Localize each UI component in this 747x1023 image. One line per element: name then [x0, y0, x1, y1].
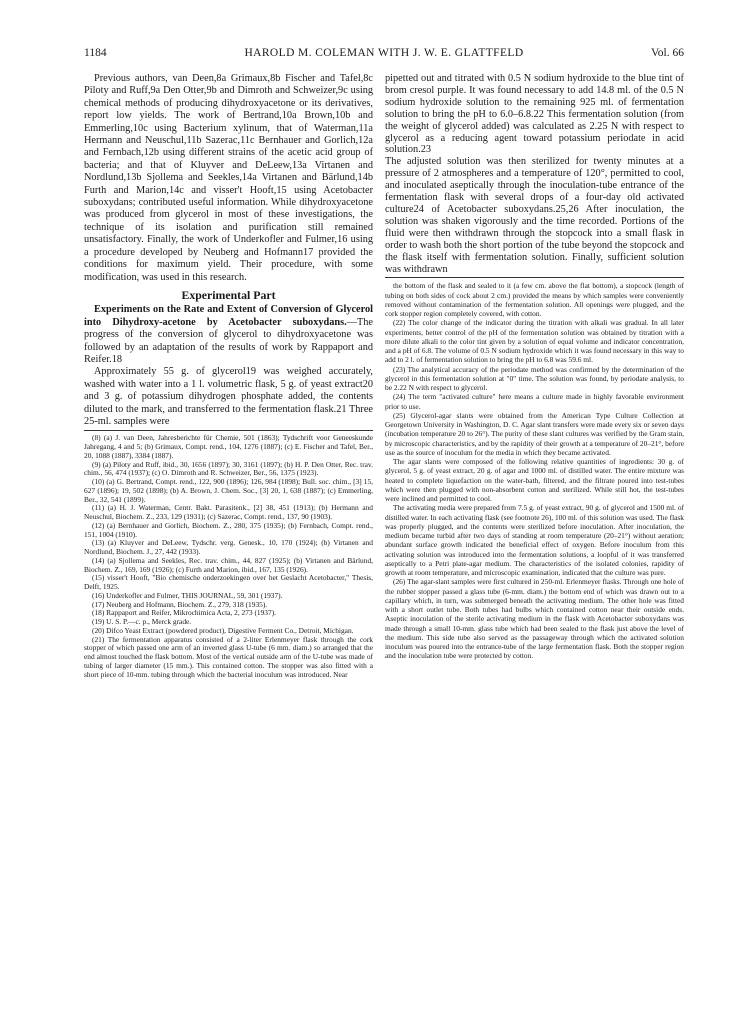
left-footnotes	[84, 434, 373, 679]
section-title: Experimental Part	[181, 287, 276, 302]
intro-paragraph: Previous authors, van Deen,8a Grimaux,8b Fischer and Tafel,8c Piloty and Ruff,9a Den Otter,9b and Dimroth and Schweizer,9c using chemical methods of producing dihydroxyacetone or its derivatives, report low yields. The work of Bertrand,10a Brown,10b and Emmerling,10c using Bacterium xylinum, that of Waterman,11a Hermann and Neuschul,11b Sazerac,11c Bernhauer and Gorlich,12a and Fernbach,12b using different strains of the acetic acid group of bacteria; and that of Kluyver and DeLeew,13a Virtanen and Nordlund,13b Sjollema and Seekles,14a Virtanen and Bärlund,14b Furth and Marion,14c and visser't Hooft,15 using Acetobacter suboxydans; contributed useful information. While dihydroxyacetone was produced from glycerol in most of these investigations, the technique of its isolation and purification still remained unsatisfactory. Finally, the work of Underkofler and Fulmer,16 using a procedure developed by Neuberg and Hofmann17 provided the conditions for maximum yield. Their procedure, with some modification, was used in this research.	[84, 73, 373, 283]
running-header	[84, 47, 684, 63]
footnote-rule	[84, 430, 373, 431]
right-column	[385, 73, 684, 661]
procedure-paragraph: Approximately 55 g. of glycerol19 was weighed accurately, washed with water into a 1 l. volumetric flask, 5 g. of yeast extract20 and 3 g. of potassium dihydrogen phosphate added, the contents diluted to the mark, and transferred to the fermentation flask.21 Three 25-ml. samples were	[84, 366, 373, 427]
footnote: (16) Underkofler and Fulmer, THIS JOURNAL, 59, 301 (1937).	[92, 590, 283, 600]
footnote: (24) The term "activated culture" here means a culture made in highly favorable environment prior to use.	[385, 392, 684, 411]
footnote: The activating media were prepared from 7.5 g. of yeast extract, 90 g. of glycerol and 1500 ml. of distilled water. In each activating flask (see footnote 26), 100 ml. of this solution was used. The flask was properly plugged, and the contents were sterilized before inoculation. After inoculation, the medium became turbid after two days of standing at room temperature (20–21°) without aeration; abundant surface growth indicated the beneficial effect of oxygen. Before inoculum from this activating solution was introduced into the fermentation solutions, a loopful of it was transferred aseptically to a Petri plate-agar medium. The characteristics of the isolated colonies, rapidity of growth at room temperature, and microscopic examination, indicated that the culture was pure.	[385, 503, 684, 578]
footnote: (9) (a) Piloty and Ruff, ibid., 30, 1656 (1897); 30, 3161 (1897); (b) H. P. Den Otter, Rec. trav. chim., 56, 474 (1937); (c) O. Dimroth and R. Schweizer, Ber., 56, 1375 (1923).	[84, 459, 373, 478]
titration-paragraph: pipetted out and titrated with 0.5 N sodium hydroxide to the blue tint of brom cresol purple. It was found necessary to add 14.8 ml. of the 0.5 N sodium hydroxide solution to the remaining 925 ml. of fermentation solution to bring the pH to 6.0–6.8.22 This fermentation solution (from the weight of glycerol added) was calculated as 2.25 N with respect to glycerol as a reducing agent toward potassium periodate in acid solution.23	[385, 73, 684, 156]
left-body	[84, 73, 373, 428]
footnote: The agar slants were composed of the following relative quantities of ingredients: 30 g. of glycerol, 5 g. of yeast extract, 20 g. of agar and 1000 ml. of distilled water. The entire mixture was heated to complete liquefaction on the water-bath, filtered, and the filtrate poured into test-tubes which were then plugged with non-absorbent cotton and sterilized. While still hot, the test-tubes were inclined and permitted to cool.	[385, 457, 684, 504]
footnote: (22) The color change of the indicator during the titration with alkali was gradual. In all later experiments, better control of the pH of the fermentation solution was obtained by titration with a more dilute alkali to the color tint given by a solution of equal volume and indicator concentration, and a pH of 6.8. The volume of 0.5 N sodium hydroxide which it was found necessary in this way to add to 2 l. of fermentation solution to bring the pH to 6.8 was 59.6 ml.	[385, 318, 684, 365]
footnote: (12) (a) Bernhauer and Gorlich, Biochem. Z., 280, 375 (1935); (b) Fernbach, Compt. rend., 151, 1004 (1910).	[84, 520, 373, 539]
footnote-rule	[385, 277, 684, 278]
footnote: (23) The analytical accuracy of the periodate method was confirmed by the determination of the glycerol in this fermentation solution at "0" time. The solution was found, by periodate analysis, to be 2.22 N with respect to glycerol.	[385, 364, 684, 393]
right-body	[385, 73, 684, 275]
footnote: (26) The agar-slant samples were first cultured in 250-ml. Erlenmeyer flasks. Through one hole of the rubber stopper passed a glass tube (6-mm. diam.) the bottom end of which was drawn out to a capillary which, in turn, was submerged beneath the activating medium. The other hole was fitted with a short outlet tube. Both tubes had bulbs which contained cotton near their outside ends. Aseptic inoculation of the sterile activating medium in the flask with Acetobacter suboxydans was made through a small 10-mm. glass tube which had been sealed to the flask just above the level of the medium. This side tube also served as the passageway through which the activated solution inoculum was poured into the entrance-tube of the large fermentation flask. Both the stopper region and the inoculation tube were protected by cotton.	[385, 577, 684, 661]
volume-label: Vol. 66	[650, 47, 684, 59]
experiment-paragraph	[84, 304, 373, 366]
footnote: (21) The fermentation apparatus consisted of a 2-liter Erlenmeyer flask through the cork stopper of which passed one arm of an inverted glass U-tube (6 mm. diam.) so arranged that the end almost touched the flask bottom. Most of the vertical outside arm of the U-tube was made of tubing of larger diameter (15 mm.). This contained cotton. The stopper was also fitted with a short piece of 10-mm. tubing through which the bacterial inoculum was introduced. Near	[84, 634, 373, 679]
footnote: (20) Difco Yeast Extract (powdered product), Digestive Ferment Co., Detroit, Michigan.	[92, 625, 354, 635]
running-head: HAROLD M. COLEMAN WITH J. W. E. GLATTFELD	[244, 47, 524, 59]
footnote: (17) Neuberg and Hofmann, Biochem. Z., 279, 318 (1935).	[92, 599, 268, 609]
footnote: the bottom of the flask and sealed to it (a few cm. above the flat bottom), a stopcock (length of tubing on both sides of cock about 2 cm.) provided the means by which samples were conveniently removed without contamination of the fermentation solution. All openings were plugged, and the cork stopper region completely covered, with cotton.	[385, 281, 684, 319]
footnote: (19) U. S. P.—c. p., Merck grade.	[92, 617, 192, 627]
footnote: (15) visser't Hooft, "Bio chemische onderzoekingen over het Geslacht Acetobacter," Thesis, Delft, 1925.	[84, 573, 373, 592]
footnote: (8) (a) J. van Deen, Jahresberichte für Chemie, 501 (1863); Tydschrift voor Geneeskunde Jahregang, 4 and 5; (b) Grimaux, Compt. rend., 104, 1276 (1887); (c) E. Fischer and Tafel, Ber., 20, 1088 (1887), 3384 (1887).	[84, 433, 373, 460]
right-footnotes	[385, 281, 684, 660]
left-column	[84, 73, 373, 679]
footnote: (10) (a) G. Bertrand, Compt. rend., 122, 900 (1896); 126, 984 (1898); Bull. soc. chim., [3] 15, 627 (1896); 19, 502 (1898); (b) A. Brown, J. Chem. Soc., [3] 20, 1, 638 (1887); (c) Emmerling, Ber., 32, 541 (1899).	[84, 477, 373, 504]
experiment-subheading: Experiments on the Rate and Extent of Conversion of Glycerol into Dihydroxy-acetone by Acetobacter suboxydans.	[84, 304, 373, 328]
experiment-paragraph-text: —The progress of the conversion of glycerol to dihydroxyacetone was followed by an adaptation of the results of work by Rappaport and Reifer.18	[84, 316, 373, 365]
footnote: (25) Glycerol-agar slants were obtained from the American Type Culture Collection at Georgetown University in Washington, D. C. Agar slant transfers were made every six or seven days (incubation temperature 20 to 26°). The purity of these slant cultures was verified by the Gram stain, by microscopic characteristics, and by the rapidity of their growth at a temperature of 20–21°, before use as the source of inoculum for the media in which they became activated.	[385, 410, 684, 457]
footnote: (18) Rappaport and Reifer, Mikrochimica Acta, 2, 273 (1937).	[92, 608, 277, 618]
sterilization-paragraph: The adjusted solution was then sterilized for twenty minutes at a pressure of 2 atmospheres and a temperature of 120°, permitted to cool, and inoculated aseptically through the inoculation-tube entrance of the fermentation flask with several drops of a four-day old activated culture24 of Acetobacter suboxydans.25,26 After inoculation, the solution was shaken vigorously and the time recorded. Portions of the fluid were then withdrawn through the stopcock into a small flask in order to wash both the short portion of the tube beyond the stopcock and the flask itself with fermentation solution. Finally, sufficient solution was withdrawn	[385, 156, 684, 275]
footnote: (11) (a) H. J. Waterman, Centr. Bakt. Parasitenk., [2] 38, 451 (1913); (b) Hermann and Neuschul, Biochem. Z., 233, 129 (1931); (c) Sazerac, Compt. rend., 137, 90 (1903).	[84, 503, 373, 522]
footnote: (13) (a) Kluyver and DeLeew, Tydschr. verg. Genesk., 10, 170 (1924); (b) Virtanen and Nordlund, Biochem. J., 27, 442 (1933).	[84, 538, 373, 557]
page-number: 1184	[84, 47, 107, 59]
footnote: (14) (a) Sjollema and Seekles, Rec. trav. chim., 44, 827 (1925); (b) Virtanen and Bärlund, Biochem. Z., 169, 169 (1926); (c) Furth and Marion, ibid., 167, 135 (1926).	[84, 555, 373, 574]
